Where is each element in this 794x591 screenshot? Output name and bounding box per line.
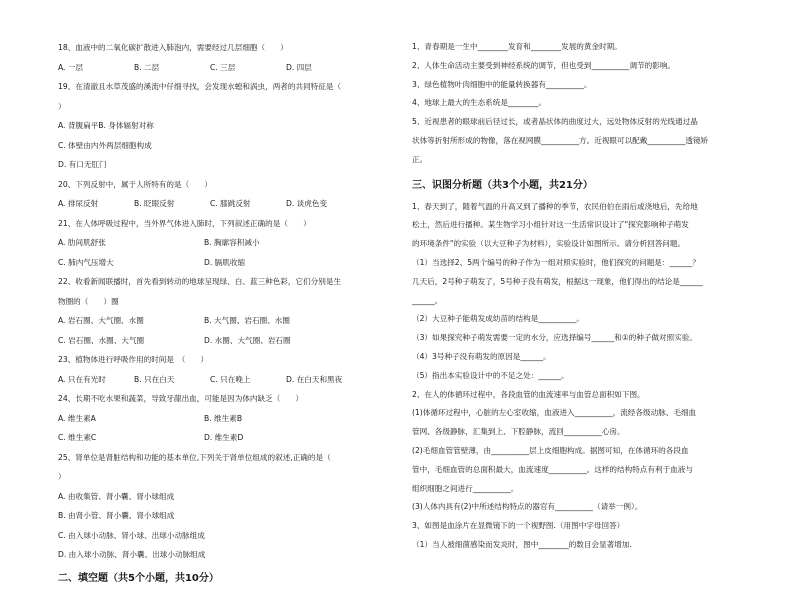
option-b: B. 只在白天 <box>134 374 175 384</box>
question-19-option-d: D. 有口无肛门 <box>58 160 107 169</box>
section-3-title: 三、识图分析题（共3个小题，共21分） <box>412 179 593 191</box>
option-a: A. 维生素A <box>58 413 96 423</box>
question-22-stem-cont: 物圈的（ ）圈 <box>58 296 119 306</box>
question-21-options-ab <box>58 233 394 253</box>
fill-question-3: 3、绿色植物叶肉细胞中的能量转换器有__________。 <box>412 79 592 89</box>
option-b: B. 二层 <box>134 62 160 72</box>
fill-question-4: 4、地球上最大的生态系统是________。 <box>412 98 546 108</box>
question-21-stem: 21、在人体呼吸过程中，当外界气体进入肺时，下列叙述正确的是（ ） <box>58 218 311 228</box>
fill-question-2: 2、人体生命活动主要受到神经系统的调节，但也受到__________调节的影响。 <box>412 60 676 70</box>
question-20-options <box>58 194 394 214</box>
analysis-line: 的环境条件"的实验（以大豆种子为材料），实验设计如图所示。请分析回答问题。 <box>412 239 686 249</box>
fill-question-5-end: 正。 <box>412 154 428 164</box>
option-b: B. 眨眼反射 <box>134 199 175 208</box>
option-d: D. 膈肌收缩 <box>204 257 246 267</box>
option-d: D. 维生素D <box>204 433 244 442</box>
option-c: C. 岩石圈、水圈、大气圈 <box>58 335 145 345</box>
analysis-line: (1)体循环过程中，心脏的左心室收缩，血液进入__________，流经各级动脉、毛细血 <box>412 408 697 418</box>
option-d: D. 四层 <box>286 62 312 72</box>
fill-question-5: 5、近视患者的眼球前后径过长，或者晶状体的曲度过大，远处物体反射的光线通过晶 <box>412 117 698 127</box>
right-column <box>412 38 748 555</box>
option-a: A. 只在有光时 <box>58 374 106 384</box>
option-a: A. 肋间肌舒张 <box>58 238 106 247</box>
question-25-stem-cont: ） <box>58 472 66 481</box>
question-25-stem: 25、肾单位是肾脏结构和功能的基本单位,下列关于肾单位组成的叙述,正确的是（ <box>58 452 331 462</box>
option-a: A. 一层 <box>58 62 84 72</box>
question-19-option-c: C. 体壁由内外两层细胞构成 <box>58 140 152 150</box>
option-b: B. 胸廓容积减小 <box>204 238 260 247</box>
option-d: D. 水圈、大气圈、岩石圈 <box>204 335 291 345</box>
option-d: D. 谈虎色变 <box>286 199 328 208</box>
analysis-line: 管中，毛细血管的总面积最大，血流速度__________。这样的结构特点有利于血液与 <box>412 464 693 474</box>
question-24-options-cd <box>58 428 394 448</box>
option-b: B. 大气圈、岩石圈、水圈 <box>204 316 290 325</box>
option-a: A. 排尿反射 <box>58 199 99 208</box>
option-c: C. 膝跳反射 <box>210 199 251 208</box>
option-b: B. 维生素B <box>204 413 243 423</box>
option-d: D. 在白天和黑夜 <box>286 374 343 384</box>
question-19-option-ab: A. 背腹扁平B. 身体辐射对称 <box>58 121 154 130</box>
analysis-line: 管网、各级静脉，汇集到上、下腔静脉，流回__________心房。 <box>412 427 625 437</box>
question-25-option-d: D. 由入球小动脉、肾小囊、出球小动脉组成 <box>58 550 206 559</box>
analysis-line: (3)人体内具有(2)中所述结构特点的器官有__________（请举一例）。 <box>412 502 643 512</box>
question-25-option-a: A. 由收集管、肾小囊、肾小球组成 <box>58 491 175 501</box>
analysis-line: 1、春天到了，随着气温的升高又到了播种的季节，农民伯伯在雨后或浇地后，先给地 <box>412 201 698 211</box>
analysis-line: （1）当选择2、5两个编号的种子作为一组对照实验时，他们探究的问题是：______？ <box>412 257 700 267</box>
analysis-line: 3、如图是血涂片在显微镜下的一个视野图.（用图中字母回答） <box>412 521 625 531</box>
question-21-options-cd <box>58 253 394 273</box>
question-24-options-ab <box>58 409 394 429</box>
option-c: C. 维生素C <box>58 433 97 442</box>
question-23-stem: 23、植物体进行呼吸作用的时间是 （ ） <box>58 355 209 364</box>
question-22-options-ab <box>58 311 394 331</box>
question-22-options-cd <box>58 331 394 351</box>
analysis-line: （3）如果探究种子萌发需要一定的水分，应选择编号______和①的种子做对照实验。 <box>412 333 698 343</box>
question-25-option-c: C. 由入球小动脉、肾小球、出球小动脉组成 <box>58 530 205 540</box>
question-25-option-b: B. 由肾小管、肾小囊、肾小球组成 <box>58 511 175 520</box>
analysis-line: （5）指出本实验设计中的不足之处：______。 <box>412 370 569 380</box>
fill-question-5-cont: 状体等折射所形成的物像，落在视网膜__________方。近视眼可以配戴__________透镜矫 <box>412 135 709 145</box>
question-23-options <box>58 370 394 390</box>
analysis-line: （4）3号种子没有萌发的原因是______。 <box>412 351 551 361</box>
analysis-line: 松土，然后进行播种。某生物学习小组针对这一生活常识设计了"探究影响种子萌发 <box>412 220 689 230</box>
analysis-line: 几天后，2号种子萌发了，5号种子没有萌发，根据这一现象，他们得出的结论是______ <box>412 276 703 286</box>
option-c: C. 肺内气压增大 <box>58 257 114 267</box>
analysis-line: （2）大豆种子能萌发成幼苗的结构是__________。 <box>412 314 584 324</box>
analysis-line: 组织细胞之间进行__________。 <box>412 483 519 493</box>
question-19-stem-cont: ） <box>58 101 66 111</box>
question-20-stem: 20、下列反射中，属于人所特有的是（ ） <box>58 179 212 189</box>
analysis-line: （1）当人被细菌感染而发炎时，图中________的数目会显著增加. <box>412 539 632 549</box>
option-a: A. 岩石圈、大气圈、水圈 <box>58 316 144 325</box>
question-19-stem: 19、在清澈且水草茂盛的溪流中仔细寻找，会发现水螅和涡虫，两者的共同特征是（ <box>58 82 342 91</box>
left-column <box>58 38 394 591</box>
option-c: C. 只在晚上 <box>210 374 251 384</box>
analysis-line: (2)毛细血管管壁薄，由__________层上皮细胞构成。据图可知，在体循环的各段血 <box>412 445 689 455</box>
question-24-stem: 24、长期不吃水果和蔬菜，导致牙龈出血，可能是因为体内缺乏（ ） <box>58 394 304 403</box>
analysis-line: ______。 <box>412 295 443 305</box>
question-22-stem: 22、收看新闻联播时，首先看到转动的地球呈现绿、白、蓝三种色彩，它们分别是生 <box>58 277 342 286</box>
option-c: C. 三层 <box>210 62 236 72</box>
section-2-title: 二、填空题（共5个小题，共10分） <box>58 572 219 584</box>
fill-question-1: 1、青春期是一生中________发育和________发展的黄金时期。 <box>412 42 622 51</box>
question-18-options <box>58 58 394 78</box>
analysis-line: 2、在人的体循环过程中，各段血管的血流速率与血管总面积如下图。 <box>412 389 645 399</box>
question-18-stem: 18、血液中的二氧化碳扩散进入肺泡内，需要经过几层细胞（ ） <box>58 43 288 52</box>
